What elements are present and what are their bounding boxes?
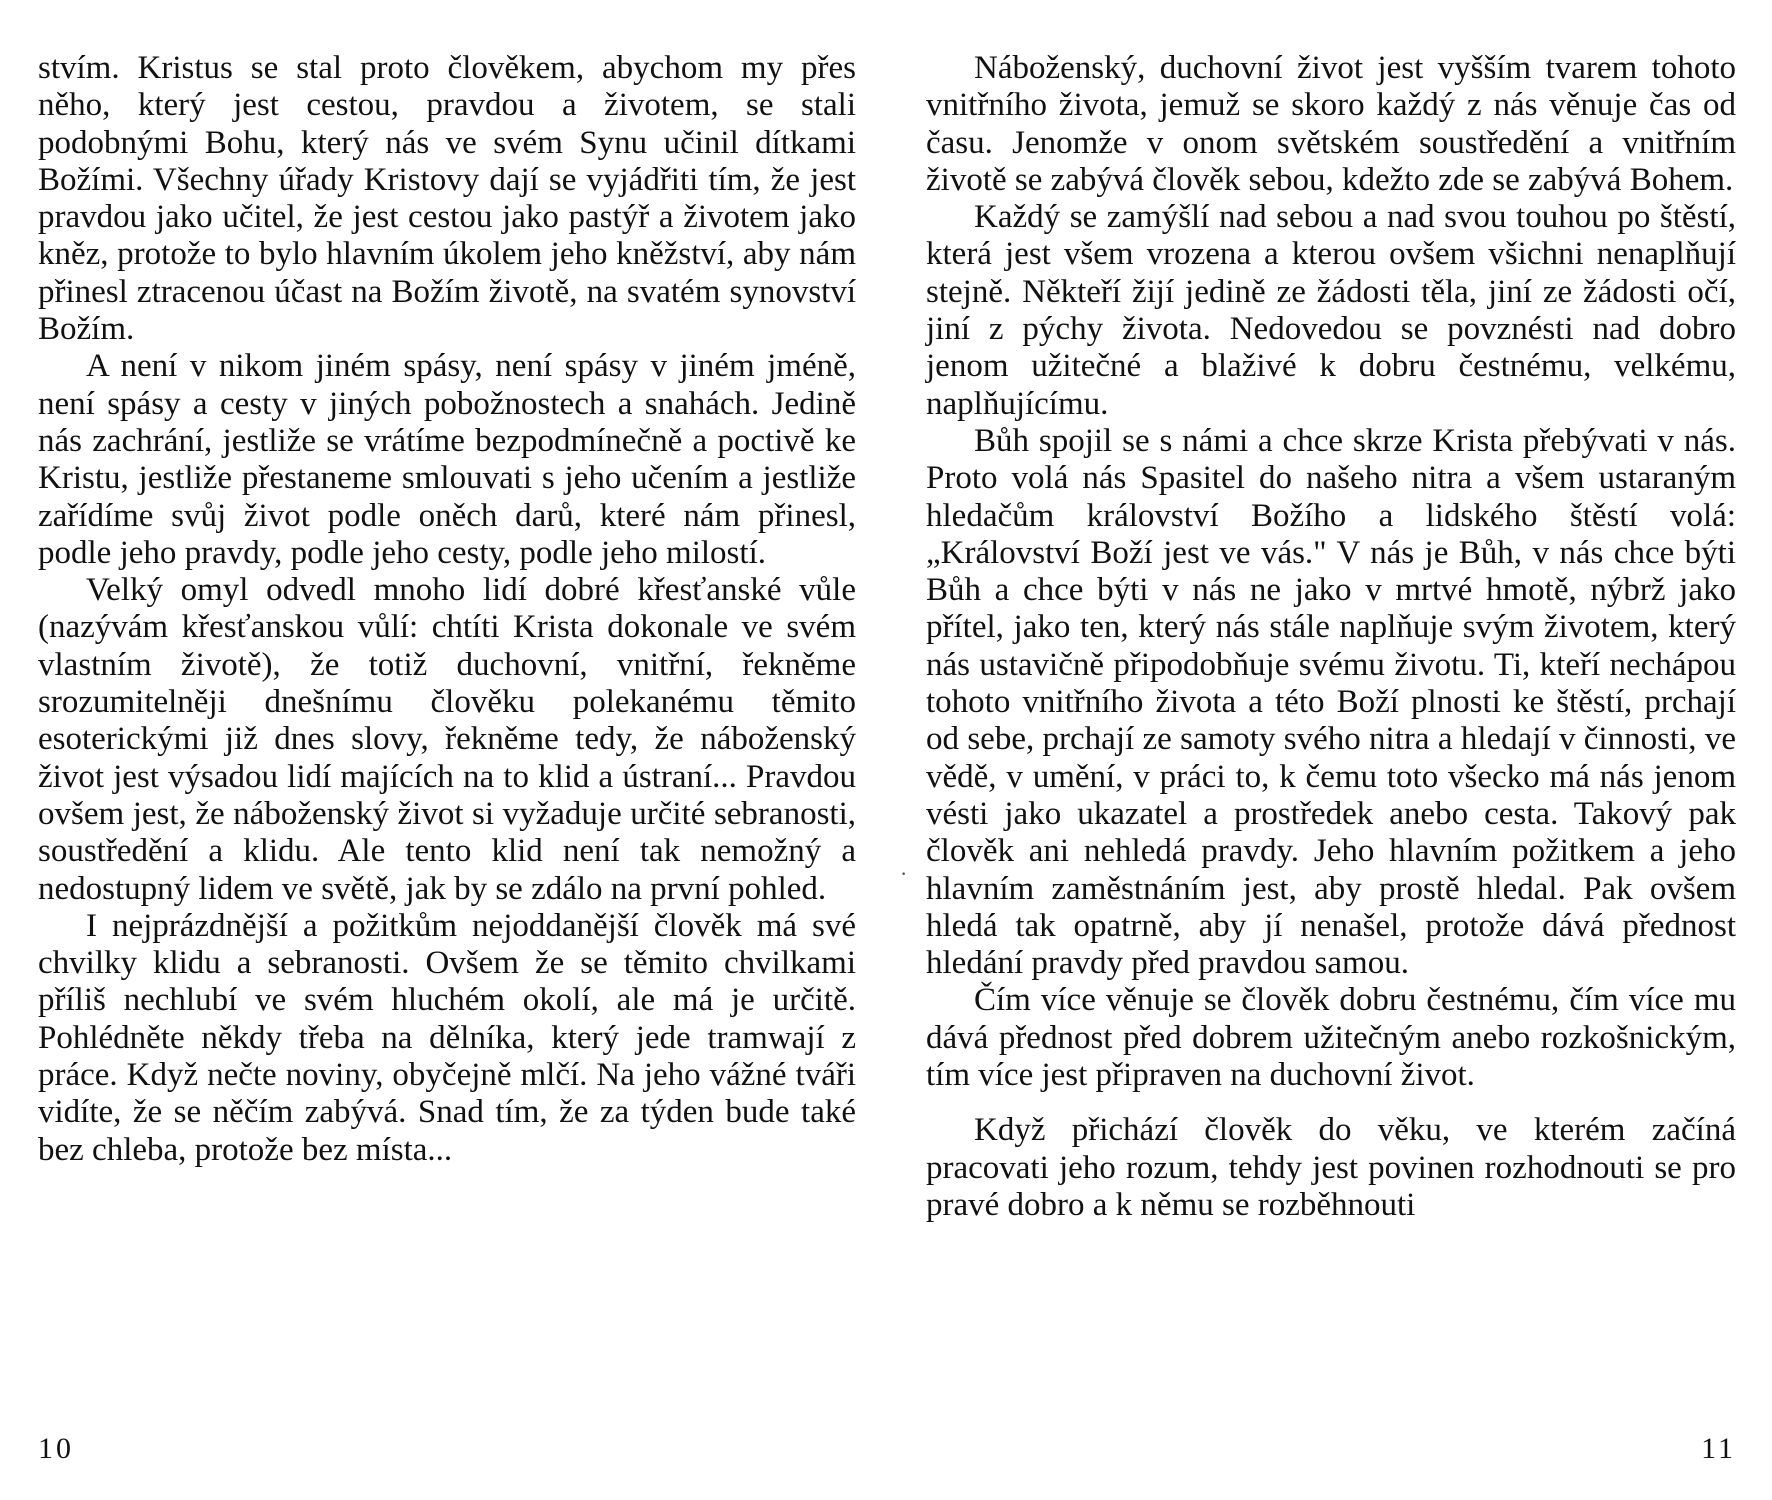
right-text-column xyxy=(926,50,1736,1224)
left-paragraph-2: A není v nikom jiném spásy, není spásy v jiném jméně, není spásy a cesty v jiných pobožnostech a snahách. Jedině nás zachrání, jestliže se vrátíme bezpodmínečně a poctivě ke Kristu, jestliže přestaneme smlouvati s jeho učením a jestliže zařídíme svůj život podle oněch darů, které nám přinesl, podle jeho pravdy, podle jeho cesty, podle jeho milostí. xyxy=(38,348,856,571)
right-paragraph-2: Každý se zamýšlí nad sebou a nad svou touhou po štěstí, která jest všem vrozena a kterou ovšem všichni nenaplňují stejně. Někteří žijí jedině ze žádosti těla, jiní ze žádosti očí, jiní z pýchy života. Nedovedou se povznésti nad dobro jenom užitečné a blaživé k dobru čestnému, velkému, naplňujícímu. xyxy=(926,199,1736,422)
right-page xyxy=(886,0,1772,1500)
margin-dot-mark: · xyxy=(900,861,908,886)
right-paragraph-5: Když přichází člověk do věku, ve kterém začíná pracovati jeho rozum, tehdy jest povinen rozhodnouti se pro pravé dobro a k němu se rozběhnouti xyxy=(926,1112,1736,1223)
left-page-number: 10 xyxy=(38,1432,74,1465)
right-paragraph-4: Čím více věnuje se člověk dobru čestnému, čím více mu dává přednost před dobrem užitečným anebo rozkošnickým, tím více jest připraven na duchovní život. xyxy=(926,982,1736,1094)
left-paragraph-4: I nejprázdnější a požitkům nejoddanější člověk má své chvilky klidu a sebranosti. Ovšem že se těmito chvilkami příliš nechlubí ve svém hluchém okolí, ale má je určitě. Pohlédněte někdy třeba na dělníka, který jede tramwají z práce. Když nečte noviny, obyčejně mlčí. Na jeho vážné tváři vidíte, že se něčím zabývá. Snad tím, že za týden bude také bez chleba, protože bez místa... xyxy=(38,907,856,1168)
right-paragraph-1: Náboženský, duchovní život jest vyšším tvarem tohoto vnitřního života, jemuž se skoro každý z nás věnuje čas od času. Jenomže v onom světském soustředění a vnitřním životě se zabývá člověk sebou, kdežto zde se zabývá Bohem. xyxy=(926,50,1736,198)
left-paragraph-3: Velký omyl odvedl mnoho lidí dobré křesťanské vůle (nazývám křesťanskou vůlí: chtíti Krista dokonale ve svém vlastním životě), že totiž duchovní, vnitřní, řekněme srozumitelněji dnešnímu člověku polekanému těmito esoterickými již dnes slovy, řekněme tedy, že náboženský život jest výsadou lidí majících na to klid a ústraní... Pravdou ovšem jest, že náboženský život si vyžaduje určité sebranosti, soustředění a klidu. Ale tento klid není tak nemožný a nedostupný lidem ve světě, jak by se zdálo na první pohled. xyxy=(38,572,856,907)
left-text-column xyxy=(38,50,856,1169)
right-paragraph-3: Bůh spojil se s námi a chce skrze Krista přebývati v nás. Proto volá nás Spasitel do našeho nitra a všem ustaraným hledačům království Božího a lidského štěstí volá: „Království Boží jest ve vás." V nás je Bůh, v nás chce býti Bůh a chce býti v nás ne jako v mrtvé hmotě, nýbrž jako přítel, jako ten, který nás stále naplňuje svým životem, který nás ustavičně připodobňuje svému životu. Ti, kteří nechápou tohoto vnitřního života a této Boží plnosti ke štěstí, prchají od sebe, prchají ze samoty svého nitra a hledají v činnosti, ve vědě, v umění, v práci to, k čemu toto všecko má nás jenom vésti jako ukazatel a prostředek anebo cesta. Takový pak člověk ani nehledá pravdy. Jeho hlavním požitkem a jeho hlavním zaměstnáním jest, aby prostě hledal. Pak ovšem hledá tak opatrně, aby jí nenašel, protože dává přednost hledání pravdy před pravdou samou. xyxy=(926,422,1736,982)
left-paragraph-1: stvím. Kristus se stal proto člověkem, abychom my přes něho, který jest cestou, pravdou a životem, se stali podobnými Bohu, který nás ve svém Synu učinil dítkami Božími. Všechny úřady Kristovy dají se vyjádřiti tím, že jest pravdou jako učitel, že jest cestou jako pastýř a životem jako kněz, protože to bylo hlavním úkolem jeho kněžství, aby nám přinesl ztracenou účast na Božím životě, na svatém synovství Božím. xyxy=(38,50,856,348)
right-page-number: 11 xyxy=(1701,1432,1736,1465)
